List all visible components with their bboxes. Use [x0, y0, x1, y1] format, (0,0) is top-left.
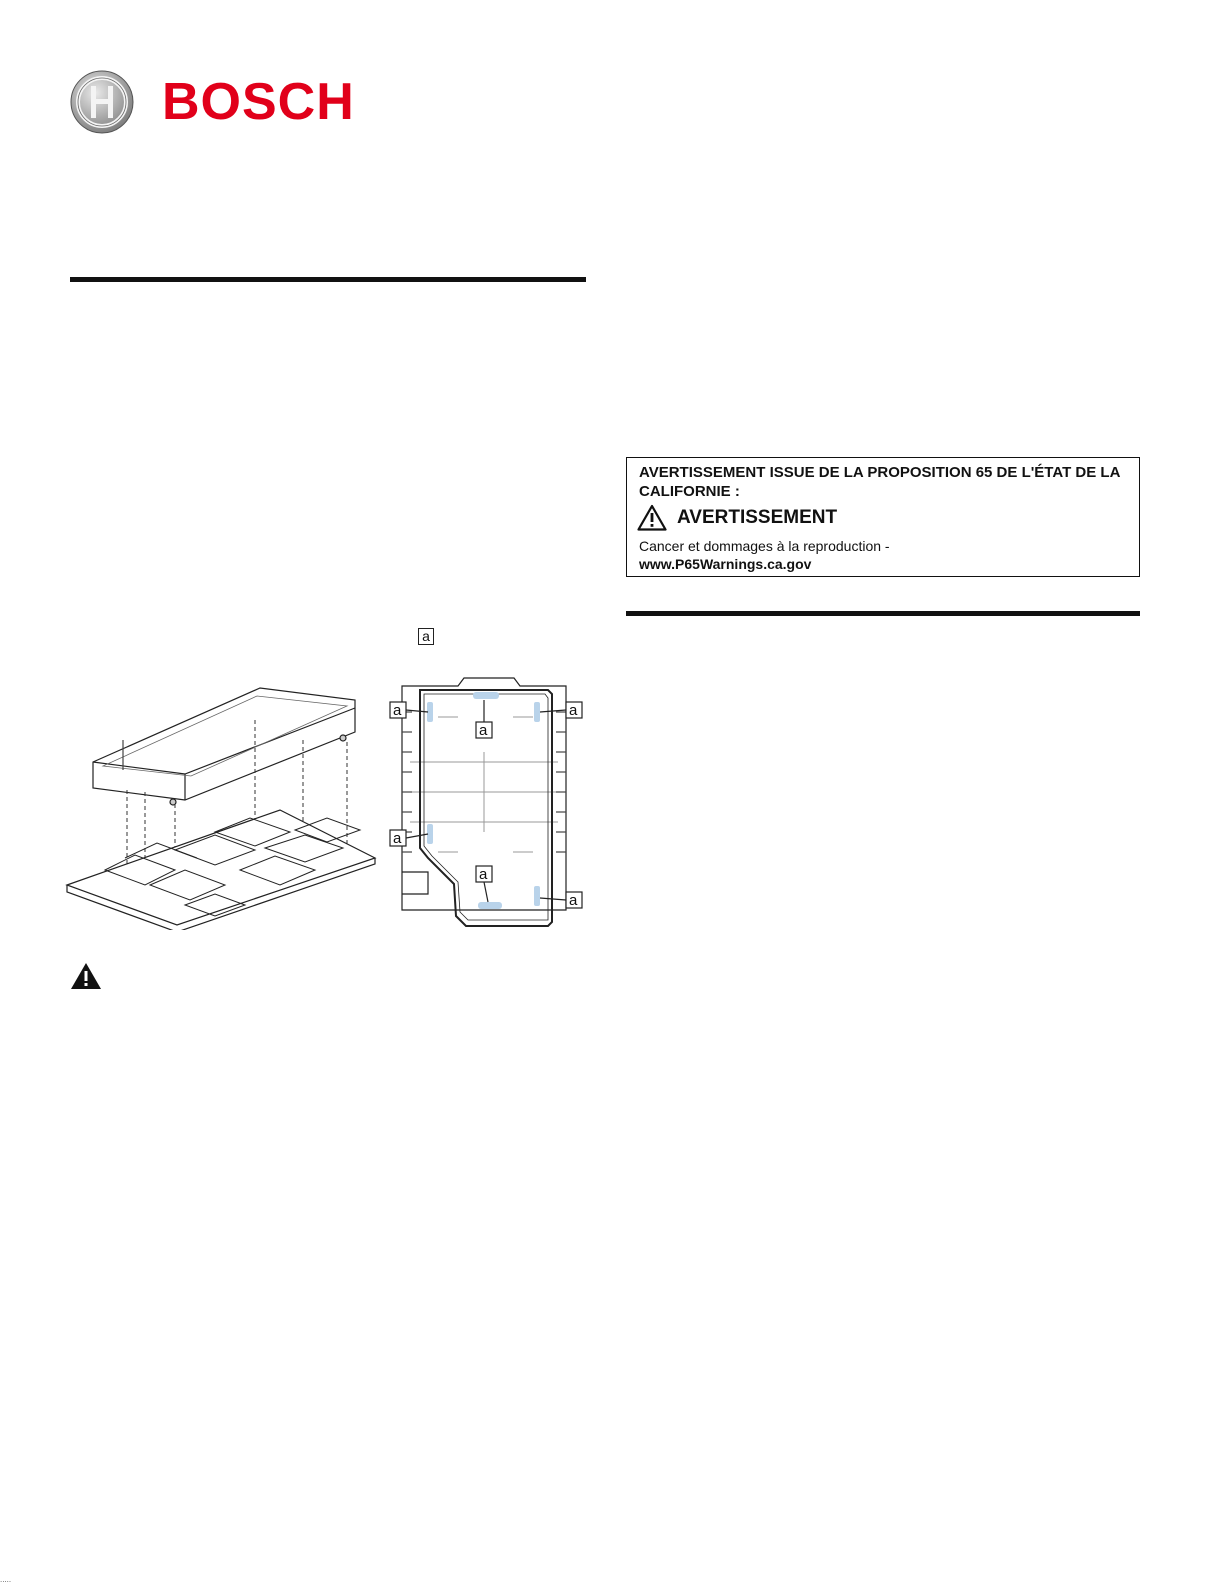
warning-icon [70, 962, 102, 990]
bosch-logo [70, 70, 360, 136]
prop65-link[interactable]: www.P65Warnings.ca.gov [639, 556, 812, 572]
warning-triangle-icon [637, 504, 667, 531]
prop65-warning-label: AVERTISSEMENT [677, 507, 838, 528]
svg-text:a: a [479, 866, 488, 883]
section-divider [70, 277, 586, 282]
prop65-body: Cancer et dommages à la reproduction - [639, 538, 890, 554]
griddle-top-view-illustration [388, 672, 584, 940]
svg-text:a: a [393, 830, 402, 847]
griddle-placement-illustration [65, 680, 377, 930]
footer-mark: ..... [0, 1575, 12, 1584]
prop65-warning-box [626, 457, 1140, 577]
svg-text:a: a [569, 892, 578, 909]
bosch-armature-icon [70, 70, 134, 134]
callout-reference: a [418, 628, 434, 645]
svg-text:a: a [569, 702, 578, 719]
svg-text:a: a [479, 722, 488, 739]
brand-name: BOSCH [162, 73, 355, 131]
svg-text:a: a [393, 702, 402, 719]
prop65-title: AVERTISSEMENT ISSUE DE LA PROPOSITION 65 DE L'ÉTAT DE LA CALIFORNIE : [639, 464, 1120, 500]
section-divider [626, 611, 1140, 616]
